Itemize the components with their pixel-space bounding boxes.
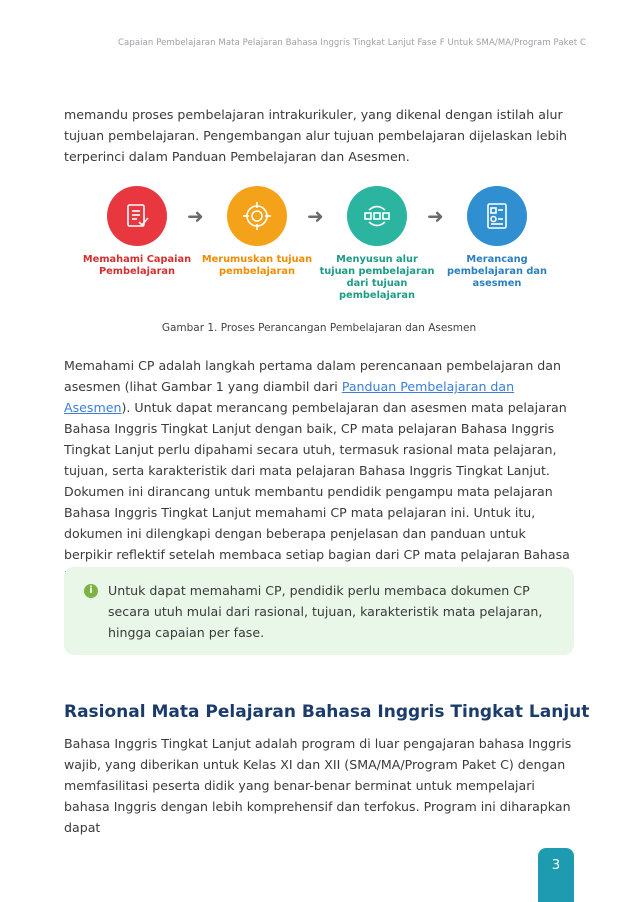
flow-step-label: Merumuskan tujuan pembelajaran xyxy=(201,254,313,277)
arrow-right-icon: ➜ xyxy=(187,204,204,228)
flow-blocks-icon xyxy=(347,186,407,246)
flow-step-label: Merancang pembelajaran dan asesmen xyxy=(447,254,547,289)
process-diagram xyxy=(82,186,547,306)
paragraph-cp xyxy=(64,355,574,586)
target-icon xyxy=(227,186,287,246)
running-header: Capaian Pembelajaran Mata Pelajaran Bahasa Inggris Tingkat Lanjut Fase F Untuk SMA/MA/Program Paket C xyxy=(118,38,586,48)
info-callout xyxy=(64,567,574,655)
flow-step-label: Memahami Capaian Pembelajaran xyxy=(82,254,192,277)
flow-step-1 xyxy=(77,186,197,278)
callout-text: Untuk dapat memahami CP, pendidik perlu membaca dokumen CP secara utuh mulai dari rasional, tujuan, karakteristik mata pelajaran, hingga capaian per fase. xyxy=(108,583,543,640)
flow-step-3 xyxy=(317,186,437,302)
arrow-right-icon: ➜ xyxy=(427,204,444,228)
flow-step-label: Menyusun alur tujuan pembelajaran dari tujuan pembelajaran xyxy=(319,254,435,301)
figure-caption: Gambar 1. Proses Perancangan Pembelajaran dan Asesmen xyxy=(161,322,477,334)
plan-document-icon xyxy=(467,186,527,246)
page-number: 3 xyxy=(538,848,574,902)
paragraph-rasional: Bahasa Inggris Tingkat Lanjut adalah program di luar pengajaran bahasa Inggris wajib, yang diberikan untuk Kelas XI dan XII (SMA/MA/Program Paket C) dengan memfasilitasi peserta didik yang benar-benar berminat untuk mempelajari bahasa Inggris dengan lebih komprehensif dan terfokus. Program ini diharapkan dapat xyxy=(64,736,572,835)
info-icon: i xyxy=(84,584,98,598)
paragraph-intro: memandu proses pembelajaran intrakurikuler, yang dikenal dengan istilah alur tujuan pembelajaran. Pengembangan alur tujuan pembelajaran dijelaskan lebih terperinci dalam Panduan Pembelajaran dan Asesmen. xyxy=(64,107,568,164)
arrow-right-icon: ➜ xyxy=(307,204,324,228)
paragraph-text: Memahami CP adalah langkah pertama dalam perencanaan pembelajaran dan asesmen (lihat Gambar 1 yang diambil dari xyxy=(64,358,561,394)
section-title: Rasional Mata Pelajaran Bahasa Inggris Tingkat Lanjut xyxy=(64,702,590,722)
document-checklist-icon xyxy=(107,186,167,246)
guide-link[interactable]: Panduan Pembelajaran dan Asesmen xyxy=(64,379,515,415)
paragraph-text: ). Untuk dapat merancang pembelajaran dan asesmen mata pelajaran Bahasa Inggris Tingkat Lanjut dengan baik, CP mata pelajaran Bahasa Inggris Tingkat Lanjut perlu dipahami secara utuh, termasuk rasional mata pelajaran, tujuan, serta karakteristik dari mata pelajaran Bahasa Inggris Tingkat Lanjut. Dokumen ini dirancang untuk membantu pendidik pengampu mata pelajaran Bahasa Inggris Tingkat Lanjut memahami CP mata pelajaran ini. Untuk itu, dokumen ini dilengkapi dengan beberapa penjelasan dan panduan untuk berpikir reflektif setelah membaca setiap bagian dari CP mata pelajaran Bahasa xyxy=(64,400,570,562)
flow-step-4 xyxy=(437,186,557,290)
flow-step-2 xyxy=(197,186,317,278)
